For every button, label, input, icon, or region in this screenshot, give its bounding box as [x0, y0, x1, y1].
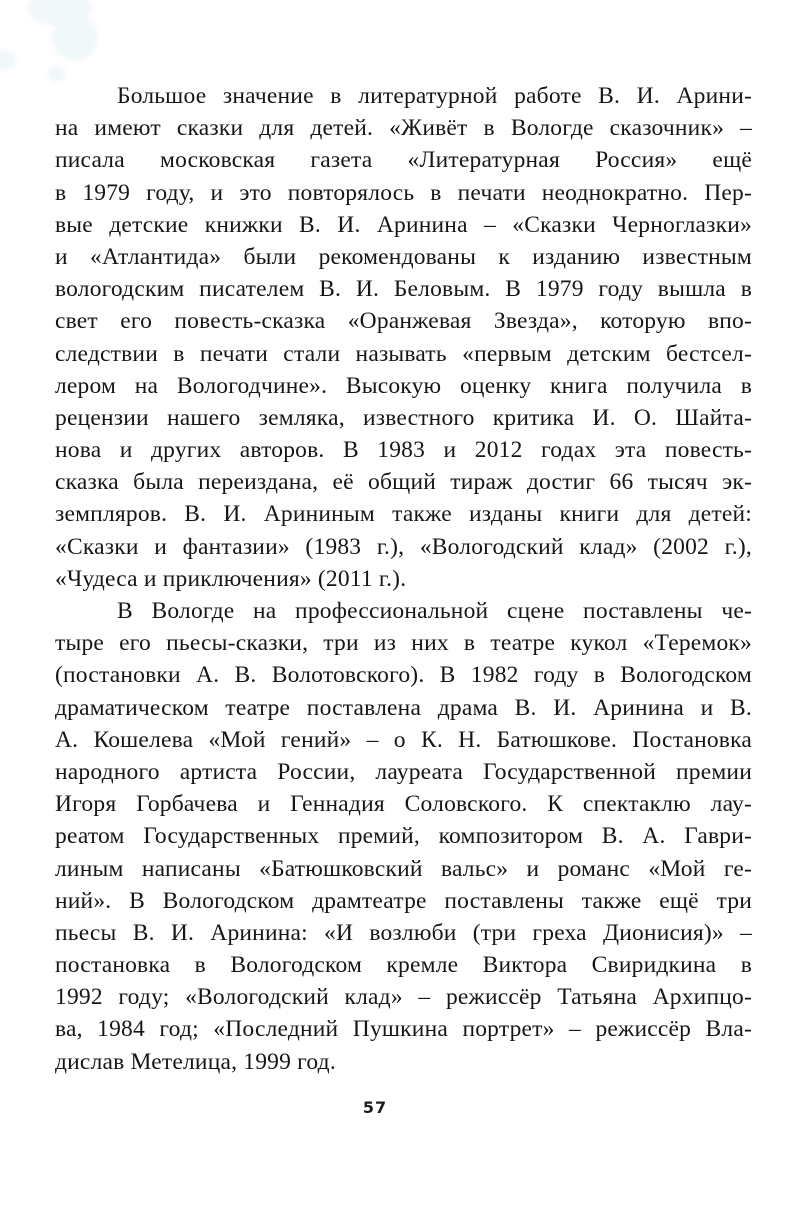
page-number: 57 [362, 1098, 388, 1117]
text-line: реатом Государственных премий, композитором В. А. Гаври- [55, 823, 752, 850]
text-line: лером на Вологодчине». Высокую оценку книга получила в [55, 372, 752, 399]
text-line: драматическом театре поставлена драма В. И. Аринина и В. [55, 694, 752, 721]
text-line: писала московская газета «Литературная Россия» ещё [55, 147, 752, 174]
text-line: пьесы В. И. Аринина: «И возлюби (три греха Дионисия)» – [55, 919, 752, 946]
text-line: Большое значение в литературной работе В. И. Арини- [117, 83, 752, 109]
text-line: постановка в Вологодском кремле Виктора Свиридкина в [55, 952, 752, 979]
text-line: «Сказки и фантазии» (1983 г.), «Вологодский клад» (2002 г.), [55, 533, 752, 560]
text-line: и «Атлантида» были рекомендованы к изданию известным [55, 243, 752, 270]
text-line: Игоря Горбачева и Геннадия Соловского. К спектаклю лау- [55, 791, 752, 818]
text-line: нова и других авторов. В 1983 и 2012 годах эта повесть- [55, 437, 752, 464]
scan-artifact [52, 16, 98, 60]
text-line: рецензии нашего земляка, известного критика И. О. Шайта- [55, 404, 752, 431]
text-line: вологодским писателем В. И. Беловым. В 1979 году вышла в [55, 276, 752, 303]
text-line: линым написаны «Батюшковский вальс» и романс «Мой ге- [55, 855, 752, 882]
text-line: народного артиста России, лауреата Государственной премии [55, 758, 752, 785]
text-line: на имеют сказки для детей. «Живёт в Вологде сказочник» – [55, 115, 752, 142]
text-line: вые детские книжки В. И. Аринина – «Сказки Черноглазки» [55, 211, 752, 238]
text-line: тыре его пьесы-сказки, три из них в театре кукол «Теремок» [55, 630, 752, 657]
text-line: сказка была переиздана, её общий тираж достиг 66 тысяч эк- [55, 469, 752, 496]
text-line: В Вологде на профессиональной сцене поставлены че- [117, 598, 752, 624]
text-line: «Чудеса и приключения» (2011 г.). [55, 565, 407, 592]
text-line: ний». В Вологодском драмтеатре поставлены также ещё три [55, 887, 752, 914]
text-line: следствии в печати стали называть «первым детским бестсел- [55, 340, 752, 367]
text-line: (постановки А. В. Волотовского). В 1982 году в Вологодском [55, 662, 752, 689]
text-line: А. Кошелева «Мой гений» – о К. Н. Батюшкове. Постановка [55, 726, 752, 753]
text-line: ва, 1984 год; «Последний Пушкина портрет» – режиссёр Вла- [55, 1016, 752, 1043]
text-line: земпляров. В. И. Арининым также изданы книги для детей: [55, 501, 752, 528]
text-line: в 1979 году, и это повторялось в печати неоднократно. Пер- [55, 179, 752, 206]
scan-artifact [0, 50, 16, 70]
text-line: дислав Метелица, 1999 год. [55, 1048, 336, 1075]
text-line: 1992 году; «Вологодский клад» – режиссёр Татьяна Архипцо- [55, 984, 752, 1011]
text-line: свет его повесть-сказка «Оранжевая Звезда», которую впо- [55, 308, 752, 335]
page-text [55, 80, 752, 1078]
